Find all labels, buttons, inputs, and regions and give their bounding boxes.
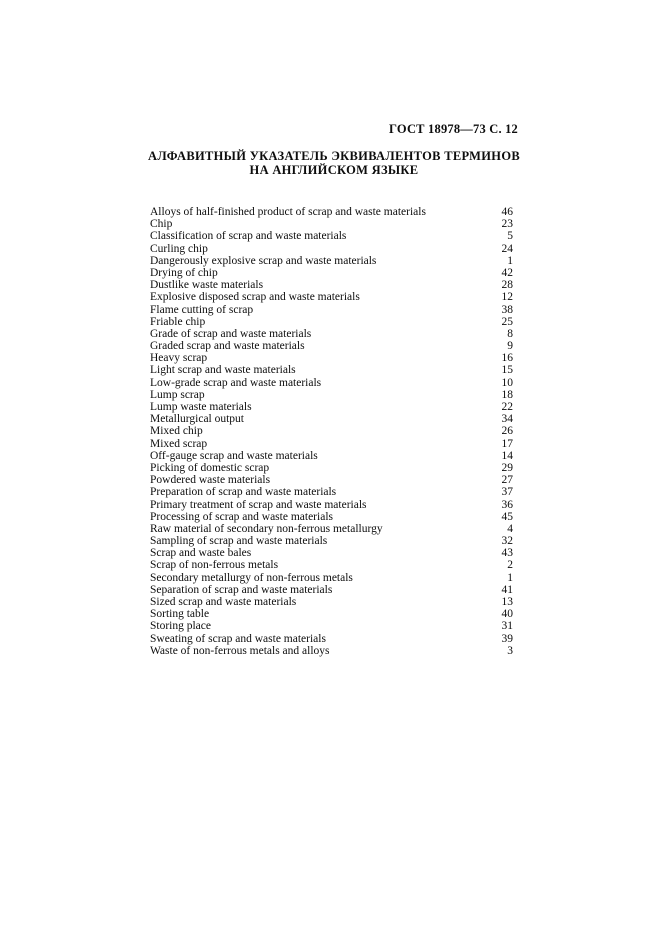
page-title-line-2: НА АНГЛИЙСКОМ ЯЗЫКЕ <box>249 162 419 177</box>
term-label: Powdered waste materials <box>150 474 271 487</box>
term-number: 23 <box>501 218 513 231</box>
term-label: Lump scrap <box>150 388 205 401</box>
term-label: Sorting table <box>150 608 210 621</box>
index-entry <box>150 523 513 535</box>
term-label: Raw material of secondary non-ferrous metallurgy <box>150 522 383 535</box>
term-number: 31 <box>501 620 513 633</box>
term-number: 39 <box>501 632 513 645</box>
term-label: Dangerously explosive scrap and waste materials <box>150 254 377 267</box>
index-entry <box>150 255 513 267</box>
index-entry <box>150 352 513 364</box>
term-number: 37 <box>501 486 513 499</box>
term-label: Mixed scrap <box>150 437 208 450</box>
index-entry <box>150 413 513 425</box>
index-entry <box>150 559 513 571</box>
index-entry <box>150 474 513 486</box>
term-label: Metallurgical output <box>150 413 245 426</box>
index-entry <box>150 304 513 316</box>
term-number: 36 <box>501 498 513 511</box>
term-number: 42 <box>501 266 513 279</box>
term-number: 1 <box>507 254 513 267</box>
index-entry <box>150 389 513 401</box>
term-number: 29 <box>501 461 513 474</box>
term-number: 10 <box>501 376 513 389</box>
term-number: 38 <box>501 303 513 316</box>
term-number: 9 <box>507 340 513 353</box>
term-number: 15 <box>501 364 513 377</box>
index-entry <box>150 425 513 437</box>
term-label: Classification of scrap and waste materials <box>150 230 347 243</box>
term-number: 14 <box>501 449 513 462</box>
index-entry <box>150 620 513 632</box>
term-label: Primary treatment of scrap and waste materials <box>150 498 367 511</box>
term-label: Light scrap and waste materials <box>150 364 296 377</box>
page-title-line-1: АЛФАВИТНЫЙ УКАЗАТЕЛЬ ЭКВИВАЛЕНТОВ ТЕРМИНОВ <box>148 149 520 163</box>
term-number: 22 <box>501 401 513 413</box>
term-number: 41 <box>501 583 513 596</box>
index-entry <box>150 462 513 474</box>
term-number: 40 <box>501 608 513 621</box>
term-label: Drying of chip <box>150 266 218 279</box>
index-entry <box>150 645 513 657</box>
term-label: Chip <box>150 218 173 231</box>
index-entry <box>150 328 513 340</box>
term-label: Preparation of scrap and waste materials <box>150 486 337 499</box>
index-entry <box>150 535 513 547</box>
index-entry <box>150 401 513 413</box>
index-entry <box>150 608 513 620</box>
index-entry <box>150 438 513 450</box>
term-number: 32 <box>501 535 513 548</box>
term-number: 27 <box>501 474 513 487</box>
term-label: Scrap and waste bales <box>150 547 252 560</box>
doc-standard-number: ГОСТ 18978—73 С. 12 <box>389 122 518 136</box>
index-entry <box>150 596 513 608</box>
term-number: 34 <box>501 413 513 426</box>
index-entry <box>150 572 513 584</box>
term-number: 26 <box>501 425 513 438</box>
term-label: Processing of scrap and waste materials <box>150 510 333 523</box>
index-entry <box>150 206 513 218</box>
index-entry <box>150 218 513 230</box>
index-list <box>150 206 513 657</box>
index-entry <box>150 267 513 279</box>
term-label: Separation of scrap and waste materials <box>150 583 333 596</box>
term-label: Secondary metallurgy of non-ferrous metals <box>150 571 353 584</box>
index-entry <box>150 633 513 645</box>
term-label: Low-grade scrap and waste materials <box>150 376 322 389</box>
term-number: 16 <box>501 352 513 365</box>
term-number: 13 <box>501 596 513 608</box>
term-label: Sweating of scrap and waste materials <box>150 632 326 645</box>
term-number: 45 <box>501 510 513 523</box>
term-label: Waste of non-ferrous metals and alloys <box>150 644 330 657</box>
term-label: Off-gauge scrap and waste materials <box>150 449 318 462</box>
term-number: 3 <box>507 644 513 657</box>
term-number: 43 <box>501 547 513 560</box>
term-number: 8 <box>507 327 513 340</box>
term-label: Picking of domestic scrap <box>150 461 270 474</box>
index-entry <box>150 547 513 559</box>
term-label: Sized scrap and waste materials <box>150 596 297 608</box>
term-number: 4 <box>507 522 513 535</box>
term-label: Lump waste materials <box>150 401 252 413</box>
index-entry <box>150 486 513 498</box>
index-entry <box>150 279 513 291</box>
term-number: 46 <box>501 206 513 218</box>
index-entry <box>150 340 513 352</box>
term-number: 17 <box>501 437 513 450</box>
term-label: Alloys of half-finished product of scrap and waste materials <box>150 206 426 218</box>
index-entry <box>150 511 513 523</box>
index-entry <box>150 364 513 376</box>
term-number: 5 <box>507 230 513 243</box>
term-number: 25 <box>501 315 513 328</box>
term-label: Grade of scrap and waste materials <box>150 327 312 340</box>
term-label: Dustlike waste materials <box>150 279 264 292</box>
term-number: 24 <box>501 242 513 255</box>
index-entry <box>150 230 513 242</box>
index-entry <box>150 499 513 511</box>
term-label: Graded scrap and waste materials <box>150 340 305 353</box>
term-label: Heavy scrap <box>150 352 208 365</box>
term-number: 2 <box>507 559 513 572</box>
term-label: Scrap of non-ferrous metals <box>150 559 279 572</box>
term-number: 1 <box>507 571 513 584</box>
term-label: Curling chip <box>150 242 208 255</box>
term-number: 18 <box>501 388 513 401</box>
term-label: Mixed chip <box>150 425 203 438</box>
index-entry <box>150 291 513 303</box>
term-number: 28 <box>501 279 513 292</box>
term-label: Explosive disposed scrap and waste materials <box>150 291 360 304</box>
term-label: Flame cutting of scrap <box>150 303 254 316</box>
term-label: Storing place <box>150 620 211 633</box>
index-entry <box>150 450 513 462</box>
term-label: Sampling of scrap and waste materials <box>150 535 328 548</box>
index-entry <box>150 243 513 255</box>
term-number: 12 <box>501 291 513 304</box>
term-label: Friable chip <box>150 315 206 328</box>
index-entry <box>150 316 513 328</box>
index-entry <box>150 584 513 596</box>
index-entry <box>150 377 513 389</box>
page-title <box>140 150 528 177</box>
